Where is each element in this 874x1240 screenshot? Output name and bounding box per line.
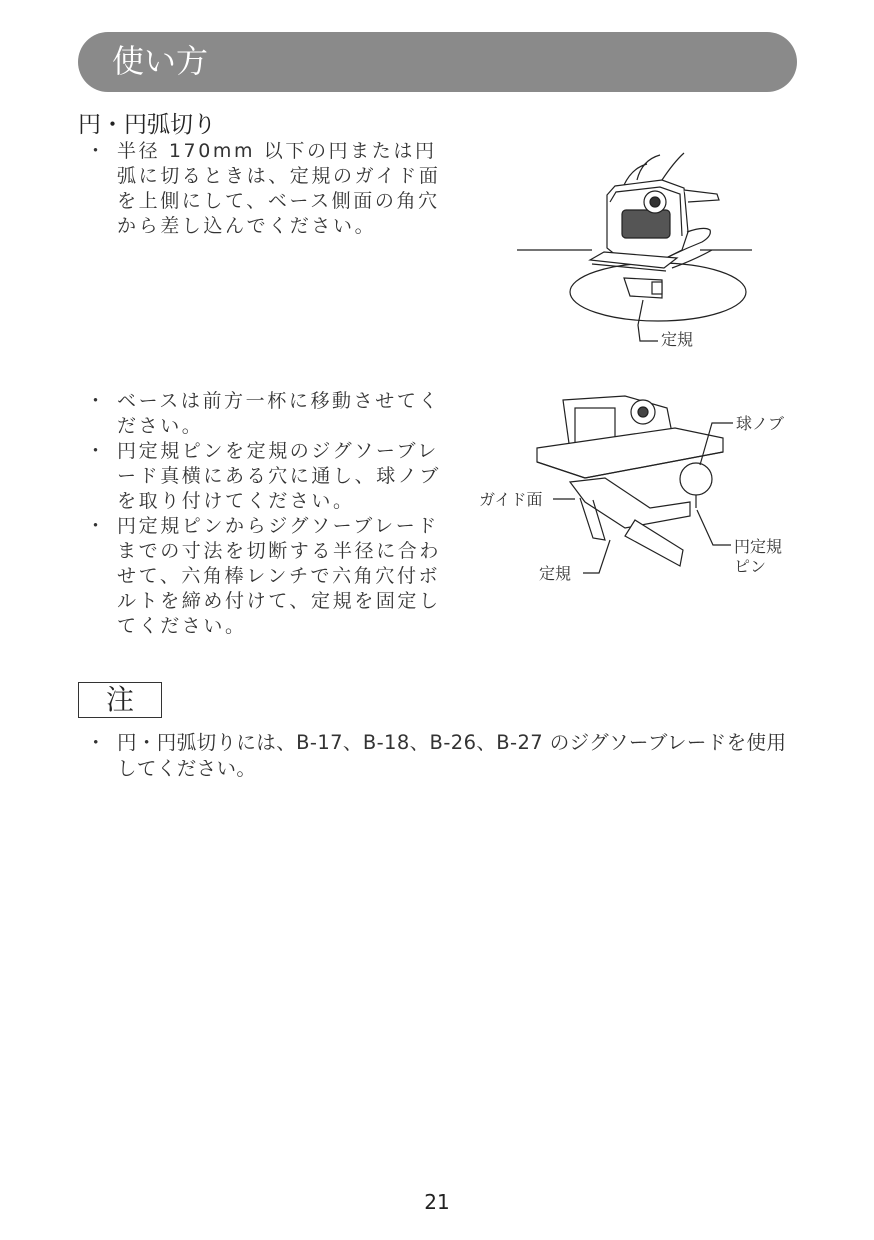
label-ball-knob: 球ノブ: [736, 414, 785, 433]
label-guide: 定規: [661, 330, 694, 349]
note-heading: 注: [78, 682, 162, 718]
figure-circle-cutting: [512, 150, 762, 360]
label-guide-face: ガイド面: [479, 490, 543, 509]
instruction-item: ・ ベースは前方一杯に移動させてください。: [84, 389, 458, 439]
header-bar: [78, 32, 797, 92]
instruction-list-2: [84, 389, 458, 639]
instruction-item: ・ 円定規ピンを定規のジグソーブレード真横にある穴に通し、球ノブを取り付けてください。: [84, 439, 458, 514]
note-item: ・ 円・円弧切りには、B-17、B-18、B-26、B-27 のジグソーブレードを使用してください。: [84, 730, 804, 782]
section-title: 円・円弧切り: [78, 112, 216, 138]
instruction-item: ・ 円定規ピンからジグソーブレードまでの寸法を切断する半径に合わせて、六角棒レンチで六角穴付ボルトを締め付けて、定規を固定してください。: [84, 514, 458, 639]
instruction-item: ・ 半径 170mm 以下の円または円弧に切るときは、定規のガイド面を上側にして、ベース側面の角穴から差し込んでください。: [84, 139, 458, 239]
page-number: 21: [424, 1190, 450, 1214]
label-circle-pin-1: 円定規: [734, 537, 783, 556]
instruction-list-1: [84, 139, 458, 239]
label-circle-pin-2: ピン: [734, 557, 767, 576]
label-guide: 定規: [539, 564, 572, 583]
page-title: 使い方: [112, 42, 209, 80]
jigsaw-circle-illustration: [512, 150, 762, 360]
note-list: [84, 730, 804, 782]
figure-guide-assembly: [475, 390, 795, 595]
